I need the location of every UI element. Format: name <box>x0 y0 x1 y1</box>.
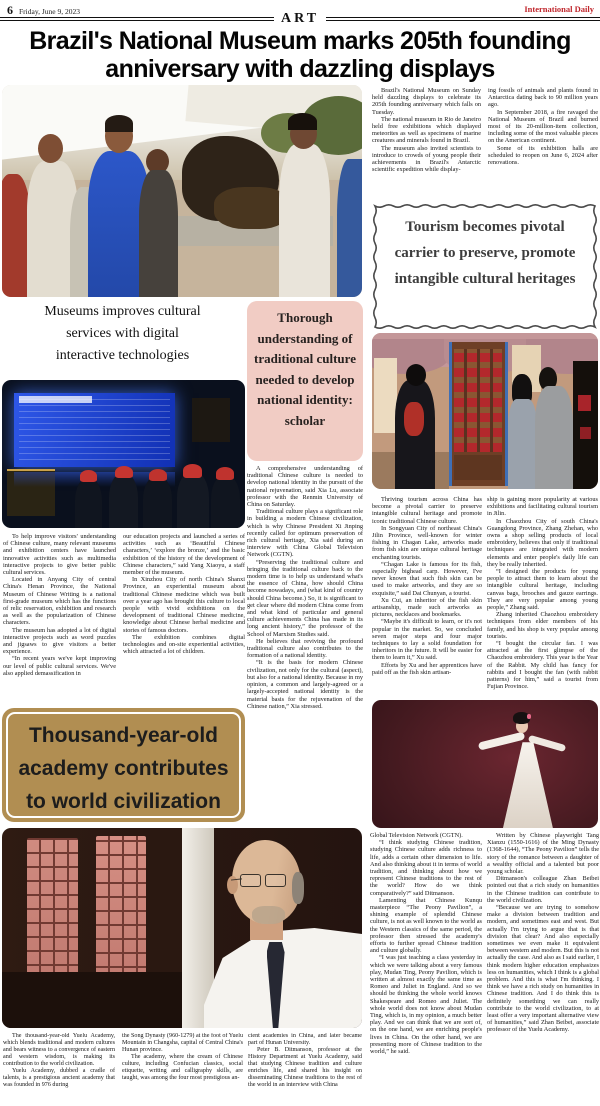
glasses-right-lens <box>265 874 287 887</box>
photo-museum-crowd <box>2 85 362 297</box>
shirt-red-print <box>404 402 424 436</box>
red-cap-1 <box>80 470 97 482</box>
lattice-window-1 <box>27 838 77 978</box>
child-silhouette-2 <box>109 473 138 528</box>
section-rule-row <box>0 11 600 27</box>
tourism-article-col1: Thriving tourism across China has become a pivotal carrier to preserve intangible cultural heritage and promote iconic traditional Chinese culture. In Songyuan City of northeast China's Jilin Province, well-known for winter fishing in Chagan Lake, artworks made from fish skin are unique cultural heritage enchanting tourists. “Chagan Lake is famous for its fish, especially bighead carp. However, I've never known that such fish skin can be used to make artworks, and they are so exquisite,” said Dai Chunyan, a tourist. Xu Cui, an inheritor of the fish skin artisanship, made such artworks as pictures, necklaces and bookmarks. “Maybe it's difficult to learn, or it's not popular in the market. So, we concluded seven major steps and four major techniques to lay a solid foundation for inheritors in the future. It will be easier for them to learn it,” Xu said. Efforts by Xu and her apprentices have paid off as the fish skin artisan- <box>372 496 482 676</box>
dancer-arm-left <box>478 731 526 750</box>
red-cap-3 <box>149 469 167 482</box>
dim-wall-panel <box>192 398 231 442</box>
tourist-woman-top <box>508 399 537 489</box>
brazil-article-col2: ing fossils of animals and plants found in Antarctica dating back to 90 million years ago. In September 2018, a fire ravaged the National Museum of Brazil and burned most of its 20-million-item collection, including some of the most valuable pieces on the American continent. Some of its exhibition halls are scheduled to reopen on June 6, 2024 after renovations. <box>488 87 598 167</box>
scholar-article-body: A comprehensive understanding of traditional Chinese culture is needed to develop national identity in the pursuit of the national rejuvenation, said Xia Lu, associate professor with the Renmin University of China on Saturday. Traditional culture plays a significant role in building a modern Chinese civilization, which is why Chinese President Xi Jinping recently called for optimum preservation of rich cultural heritage, Xia said during an interview with China Global Television Network (CGTN). “Preserving the traditional culture and bringing the traditional culture back to the modern time is to help us understand what's the essence of China, how should China become nowadays, and (what kind of country should China become.) So, it is significant to get clear where did modern China come from and what kind of particular and general culture achievements China has made in its long ancient history,” the professor of the School of Marxism Studies said. He believes that reviving the profound traditional culture also contributes to the formation of a national identity. “It is the basis for modern Chinese civilization, not only for the cultural (aspect), but also for a national identity. Because in my opinion, a common and largely-agreed or a largely-accepted national identity is the material basis for the rejuvenation of the Chinese nation,” Xia stressed. <box>247 465 363 710</box>
red-cap-2 <box>115 466 133 479</box>
academy-banner-border <box>6 712 241 818</box>
peony-article-col1: Global Television Network (CGTN). “I think studying Chinese tradition, studying Chinese culture adds richness to life, adds a certain other dimension to life. And also thinking about it in terms of world tradition, and thinking about how we represent Chinese traditions to the rest of the world? How do we think comparatively?” said Ditmanson. Lamenting that Chinese Kunqu masterpiece “The Peony Pavilion”, a shining example of splendid Chinese culture, is not as well known to the world as the Western classics of the same period, the professor then stressed the academy's efforts to further spread Chinese tradition and culture globally. “I was just teaching a class yesterday in which we were talking about a very famous play, Mudan Ting, Peony Pavilion, which is written at almost exactly the same time as Romeo and Juliet in England. And so we should be thinking the whole world knows Shakespeare and Romeo and Juliet. The whole world does not know about Mudan Ting, which is, in my opinion, a much better play. And we can think that we are sort of, on the one hand, we are enriching people's lives in China. On the other hand, we are presenting more of Chinese tradition to the world,” he said. <box>370 832 482 1056</box>
lattice-window-2 <box>96 836 146 980</box>
academy-banner-text: Thousand-year-old academy contributes to world civilization <box>18 724 229 813</box>
section-title: ART <box>280 11 320 26</box>
gray-side-hair <box>292 872 305 904</box>
screen-title-bar <box>19 396 92 403</box>
tourism-article-col2: ship is gaining more popularity at various exhibitions and facilitating cultural tourism in Jilin. In Chaozhou City of south China's Guangdong Province, Zhang Zhehan, who owns a shop selling products of local embroidery, believes that only if traditional techniques are integrated with modern elements and enter people's daily life can they be really inherited. “I designed the products for young people to attract them to learn about the intangible cultural heritage, including canvas bags, brooches and gauze earrings. They are very popular among young people,” Zhang said. Zhang inherited Chaozhou embroidery techniques from elder members of his family, and his shop is very popular among tourists. “I bought the circular fan. I was attracted at the first glimpse of the Chaozhou embroidery. This year is the Year of the Rabbit. My child has fancy for rabbits and I bought the fan (with rabbit patterns) for him,” said a tourist from Fujian Province. <box>487 496 598 691</box>
visitor-blue-edge <box>337 159 362 297</box>
photo-hanfu-dancer <box>372 700 598 828</box>
page-number: 6 <box>7 3 13 17</box>
dark-furniture <box>2 972 182 1028</box>
yuelu-article-col1: The thousand-year-old Yuelu Academy, which blends traditional and modern cultures and bears witness to a convergence of eastern and western wisdom, is making its contribution to the world civilization. Yuelu Academy, dubbed a cradle of talents, is a prestigious ancient academy that was founded in 976 during <box>3 1033 115 1089</box>
window-left <box>374 358 397 433</box>
museums-headline: Museums improves cultural services with digital interactive technologies <box>44 304 201 363</box>
dateline: Friday, June 9, 2023 <box>19 7 80 16</box>
visitor-hair-4 <box>288 113 317 130</box>
masthead-rule-right <box>326 17 600 21</box>
dark-display-board <box>573 361 598 489</box>
glasses-left-lens <box>240 874 262 887</box>
masthead-rule-left <box>0 17 274 21</box>
photo-professor-interview <box>2 828 362 1028</box>
cabinet-shelves-red-items <box>454 349 501 452</box>
child-silhouette-1 <box>75 478 102 528</box>
lead-headline: Brazil's National Museum marks 205th founding anniversary with dazzling displays <box>29 27 571 83</box>
professor-beard <box>252 906 284 924</box>
photo-digital-screen <box>2 380 245 528</box>
tourism-headline-box <box>372 203 598 330</box>
yuelu-article-col2: the Song Dynasty (960-1279) at the foot of Yuelu Mountain in Changsha, capital of Central China's Hunan province. The academy, where the cream of Chinese culture, including Confucian classics, social etiquette, writing and calligraphy skills, are taught, was among the four most prestigious an- <box>122 1033 243 1082</box>
professor-shirt <box>204 928 362 1028</box>
tourism-headline: Tourism becomes pivotal carrier to preserve, promote intangible cultural heritages <box>394 219 576 287</box>
red-display-item-1 <box>578 395 592 411</box>
scholar-headline-box <box>247 301 363 461</box>
screen-text-rows <box>19 399 170 461</box>
child-silhouette-4 <box>177 472 209 528</box>
peony-article-col2: Written by Chinese playwright Tang Xianzu (1550-1616) of the Ming Dynasty (1368-1644), “The Peony Pavilion” tells the story of the romance between a daughter of a wealthy official and a talented but poor young scholar. Ditmanson's colleague Zhan Beibei pointed out that a rich study on humanities in the Chinese tradition can contribute to the world civilization. “Because we are trying to somehow make a division between tradition and modern, and sometimes east and west. But actually I'm trying to argue that is that division that clear? And also especially sometimes we even make it equivalent between western and modern. But this is not actually the case. And also as I said earlier, I think modern higher education emphasizes less on humanities, which I think is a global problem. And this is what I'm thinking. I think we have a rich study on humanities in Chinese tradition. And I do think this is definitely something we can really contribute to the world civilization, to at least offer a very important alternative view of humanities,” said Zhan Beibei, associate professor of the Yuelu Academy. <box>487 832 599 1034</box>
tourist-man-hoodie <box>535 386 573 489</box>
academy-banner <box>2 708 245 822</box>
visitor-white-shirt-right <box>279 144 329 297</box>
museums-article-col2: our education projects and launched a series of activities such as ‘Beautiful Chinese characters,’ ‘explore the bronze,’ and the basic exhibition of the history of the development of Chinese characters,” said Yang Xiaoyu, a staff member of the museum. In Xinzhou City of north China's Shanxi Province, an experiential museum about traditional Chinese medicine which was built over a year ago has brought this culture to local people with vivid exhibitions on the development of traditional Chinese medicine, knowledge about Chinese herbal medicine and stories of famous doctors. The exhibition combines digital technologies and on-site experiential activities, which attracted a lot of children. <box>123 533 245 656</box>
visitor-dark-shirt <box>139 170 179 297</box>
shopper-hair-bun <box>406 364 426 386</box>
publication-name: International Daily <box>524 4 594 14</box>
scholar-headline: Thorough understanding of traditional culture needed to develop national identity: scholar <box>254 310 356 428</box>
cabinet-drawers <box>454 455 501 480</box>
visitor-hair-2 <box>105 115 134 132</box>
dancer-dress <box>501 742 555 828</box>
child-silhouette-3 <box>143 476 172 528</box>
hair-flower <box>527 714 532 718</box>
red-display-item-2 <box>580 427 591 439</box>
red-cap-4 <box>183 464 202 477</box>
museums-article-col1: To help improve visitors' understanding of Chinese culture, many relevant museums and exhibition centers have launched innovative activities such as multimedia interactive projects to give better public cultural services. Located in Anyang City of central China's Henan Province, the National Museum of Chinese Writing is a national first-grade museum which has the functions of relic reservation, exhibition and research as well as the popularization of Chinese characters. The museum has adopted a lot of digital interactive projects such as word puzzles and jigsaws to give visitors a better experience. “In recent years we've kept improving our level of public cultural services. We've also applied demassification in <box>3 533 116 677</box>
yuelu-article-col3: cient academies in China, and later became part of Hunan University. Peter B. Ditmanson, professor at the History Department at Yuelu Academy, said that studying Chinese tradition and culture enriches life, and shared his insight on disseminating Chinese traditions to the rest of the world in an interview with China <box>248 1033 362 1089</box>
child-silhouette-5 <box>211 475 240 528</box>
brazil-article-col1: Brazil's National Museum on Sunday held dazzling displays to celebrate its 205th founding anniversary which falls on Tuesday. The national museum in Rio de Janeiro held free exhibitions which displayed meteorites as well as specimens of marine creatures and minerals found in Brazil. The museum also invited scientists to introduce to crowds of young people their achievements in Brazil's Antarctic scientific expedition while display- <box>372 87 481 174</box>
photo-heritage-shop <box>372 333 598 489</box>
red-cap-5 <box>216 467 234 480</box>
